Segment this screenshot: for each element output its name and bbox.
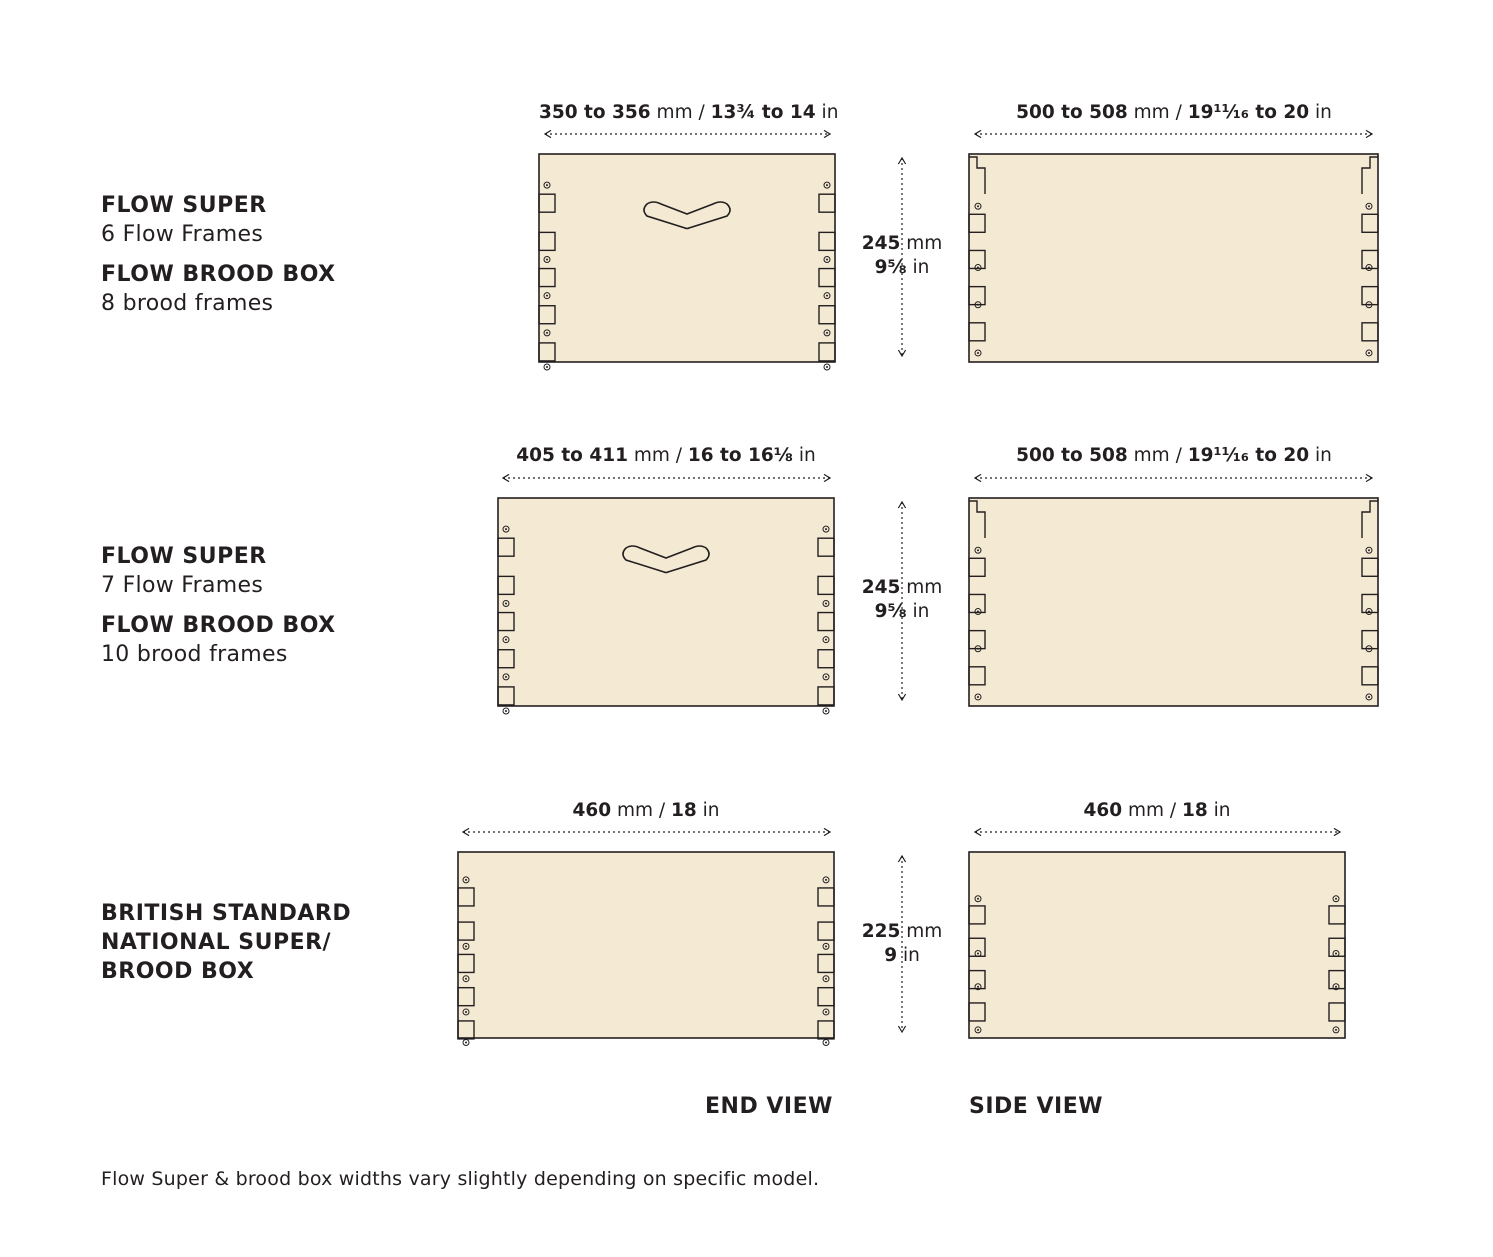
row3-title-line2: NATIONAL SUPER/ — [101, 930, 332, 955]
row3-side-view-box — [969, 852, 1345, 1038]
row2-sub1: 7 Flow Frames — [101, 573, 264, 598]
row3-end-view-box — [458, 852, 834, 1045]
box-outline — [458, 852, 834, 1038]
end-view-label: END VIEW — [705, 1094, 833, 1119]
row3-title-line1: BRITISH STANDARD — [101, 901, 352, 926]
row3-side-width-label: 460 mm / 18 in — [1083, 800, 1231, 821]
row3-height-label: 225 mm 9 in — [847, 920, 957, 968]
box-outline — [498, 498, 834, 706]
row2-sub2: 10 brood frames — [101, 642, 288, 667]
row2-side-width-label: 500 to 508 mm / 19¹¹⁄₁₆ to 20 in — [1016, 445, 1332, 466]
row1-title2: FLOW BROOD BOX — [101, 262, 336, 287]
row3-end-width-label: 460 mm / 18 in — [572, 800, 720, 821]
row2-end-width-label: 405 to 411 mm / 16 to 16⅛ in — [516, 445, 816, 466]
row1-title1: FLOW SUPER — [101, 193, 267, 218]
footnote: Flow Super & brood box widths vary slightly depending on specific model. — [101, 1168, 820, 1190]
row1-height-label: 245 mm 9⅝ in — [847, 232, 957, 280]
row1-side-width-label: 500 to 508 mm / 19¹¹⁄₁₆ to 20 in — [1016, 102, 1332, 123]
row1-end-view-box — [539, 154, 835, 370]
row1-side-view-box — [969, 154, 1378, 362]
box-outline — [969, 154, 1378, 362]
box-outline — [969, 852, 1345, 1038]
row1-sub1: 6 Flow Frames — [101, 222, 264, 247]
row2-title2: FLOW BROOD BOX — [101, 613, 336, 638]
row2-end-view-box — [498, 498, 834, 714]
row1-sub2: 8 brood frames — [101, 291, 274, 316]
side-view-label: SIDE VIEW — [969, 1094, 1103, 1119]
row3-title-line3: BROOD BOX — [101, 959, 255, 984]
row1-end-width-label: 350 to 356 mm / 13¾ to 14 in — [539, 102, 839, 123]
row2-side-view-box — [969, 498, 1378, 706]
box-outline — [969, 498, 1378, 706]
row2-height-label: 245 mm 9⅝ in — [847, 576, 957, 624]
row2-title1: FLOW SUPER — [101, 544, 267, 569]
box-outline — [539, 154, 835, 362]
